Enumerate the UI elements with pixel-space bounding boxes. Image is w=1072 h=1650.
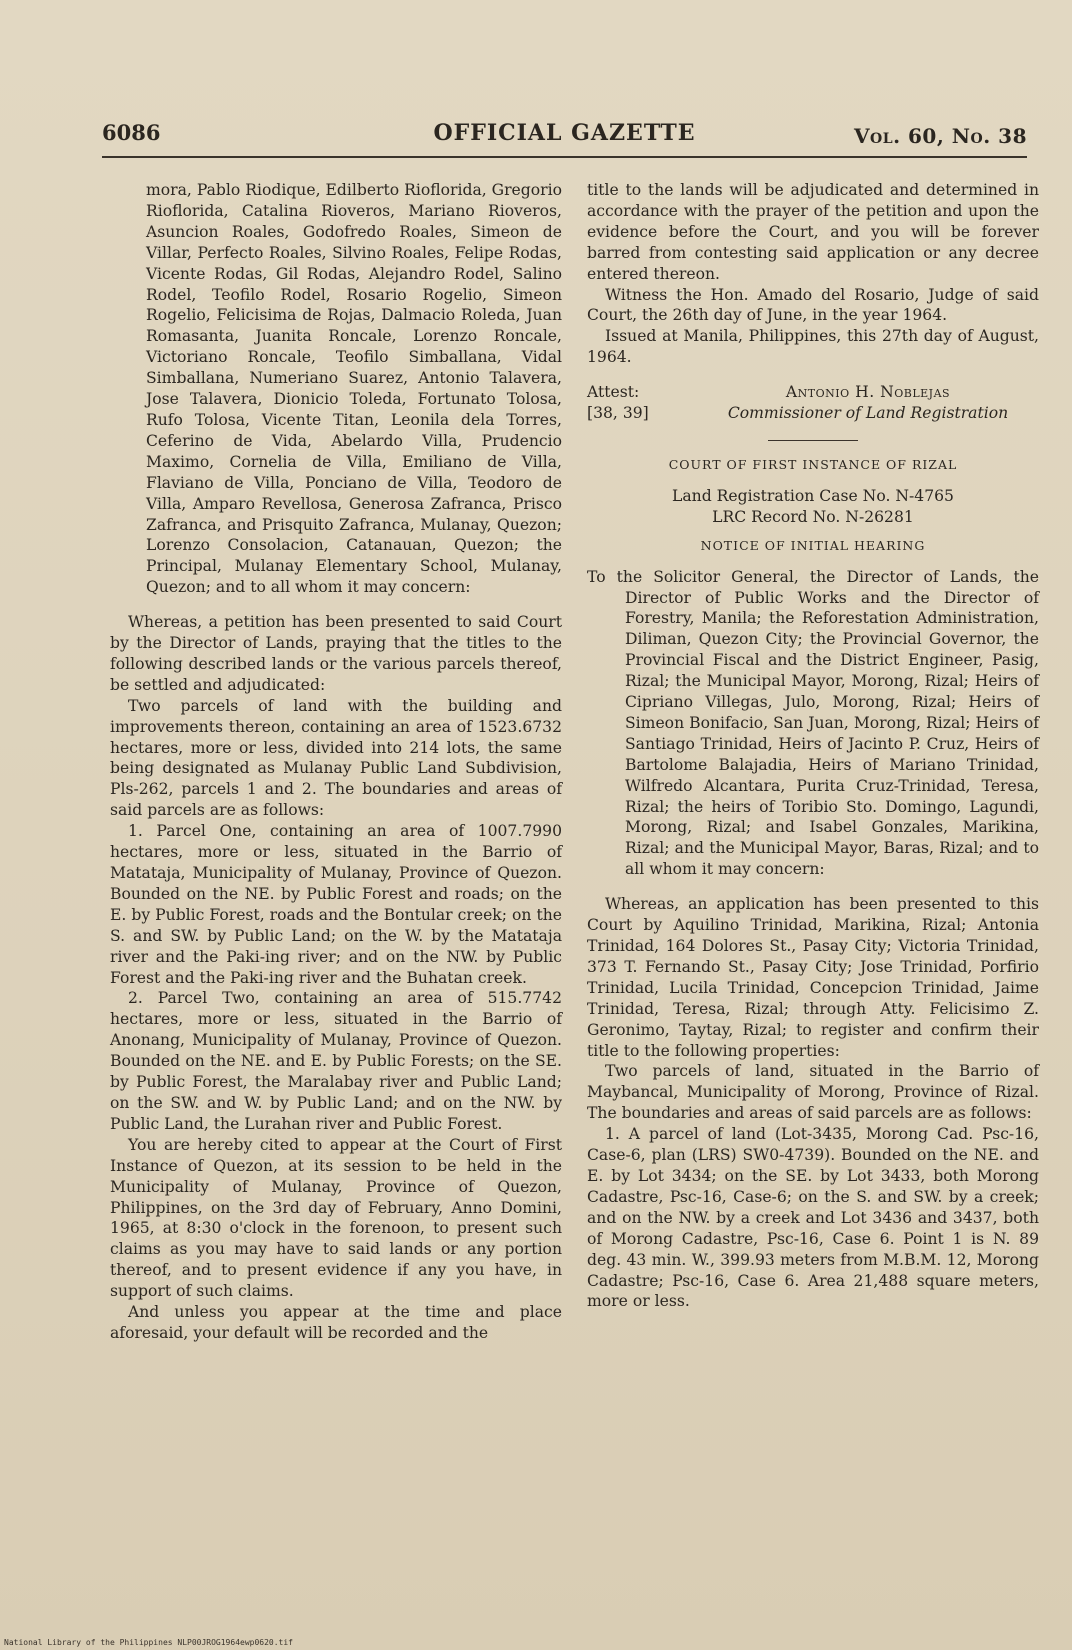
page-title: OFFICIAL GAZETTE	[433, 120, 696, 146]
page-number: 6086	[102, 120, 161, 145]
right-column	[587, 180, 1039, 1312]
page-header	[102, 118, 1027, 152]
notice-addressees-continued: mora, Pablo Riodique, Edilberto Rioflorida, Gregorio Rioflorida, Catalina Rioveros, Mariano Rioveros, Asuncion Roales, Godofredo Roales, Simeon de Villar, Perfecto Roales, Silvino Roales, Felipe Rodas, Vicente Rodas, Gil Rodas, Alejandro Rodel, Salino Rodel, Teofilo Rodel, Rosario Rogelio, Simeon Rogelio, Felicisima de Rojas, Dalmacio Roleda, Juan Romasanta, Juanita Roncale, Lorenzo Roncale, Victoriano Roncale, Teofilo Simballana, Vidal Simballana, Numeriano Suarez, Antonio Talavera, Jose Talavera, Dionicio Toleda, Fortunato Tolosa, Rufo Tolosa, Vicente Titan, Leonila dela Torres, Ceferino de Vida, Abelardo Villa, Prudencio Maximo, Cornelia de Villa, Emiliano de Villa, Flaviano de Villa, Ponciano de Villa, Teodoro de Villa, Amparo Revellosa, Generosa Zafranca, Prisco Zafranca, and Prisquito Zafranca, Mulanay, Quezon; Lorenzo Consolacion, Catanauan, Quezon; the Principal, Mulanay Elementary School, Mulanay, Quezon; and to all whom it may concern:	[146, 181, 562, 597]
case-number: Land Registration Case No. N-4765	[672, 486, 954, 505]
paragraph-witness: Witness the Hon. Amado del Rosario, Judge of said Court, the 26th day of June, in the year 1964.	[587, 285, 1039, 325]
paragraph-unless: And unless you appear at the time and place aforesaid, your default will be recorded and the	[110, 1303, 562, 1342]
court-heading: COURT OF FIRST INSTANCE OF RIZAL	[668, 456, 958, 472]
section-divider	[768, 440, 858, 441]
paragraph-lot-3435: 1. A parcel of land (Lot-3435, Morong Cad. Psc-16, Case-6, plan (LRS) SW0-4739). Bounded on the NE. and E. by Lot 3434; on the SE. by Lot 3433, both Morong Cadastre, Psc-16, Case-6; on the S. and SW. by a creek; and on the NW. by a creek and Lot 3436 and 3437, both of Morong Cadastre, Psc-16, Case 6. Point 1 is N. 89 deg. 43 min. W., 399.93 meters from M.B.M. 12, Morong Cadastre; Psc-16, Case 6. Area 21,488 square meters, more or less.	[587, 1125, 1039, 1311]
scan-footer: National Library of the Philippines NLP00JROG1964ewp0620.tif	[4, 1638, 293, 1647]
paragraph-whereas: Whereas, a petition has been presented to said Court by the Director of Lands, praying that the titles to the following described lands or the various parcels thereof, be settled and adjudicated:	[110, 613, 562, 694]
attest-signatory-title: Commissioner of Land Registration	[727, 404, 1009, 423]
paragraph-continued: title to the lands will be adjudicated and determined in accordance with the prayer of the petition and upon the evidence before the Court, and you will be forever barred from contesting said application or any decree entered thereon.	[587, 181, 1039, 283]
paragraph-two-parcels-rizal: Two parcels of land, situated in the Barrio of Maybancal, Municipality of Morong, Province of Rizal. The boundaries and areas of said parcels are as follows:	[587, 1062, 1039, 1123]
volume-label: Vol. 60, No. 38	[854, 124, 1027, 148]
paragraph-application: Whereas, an application has been presented to this Court by Aquilino Trinidad, Marikina, Rizal; Antonia Trinidad, 164 Dolores St., Pasay City; Victoria Trinidad, 373 T. Fernando St., Pasay City; Jose Trinidad, Porfirio Trinidad, Lucila Trinidad, Concepcion Trinidad, Jaime Trinidad, Teresa, Rizal; through Atty. Felicisimo Z. Geronimo, Taytay, Rizal; to register and confirm their title to the following properties:	[587, 895, 1039, 1060]
left-column	[110, 180, 562, 1344]
header-rule	[102, 156, 1027, 158]
paragraph-parcel-two: 2. Parcel Two, containing an area of 515.7742 hectares, more or less, situated in the Barrio of Anonang, Municipality of Mulanay, Province of Quezon. Bounded on the NE. and E. by Public Forests; on the SE. by Public Forest, the Maralabay river and Public Land; on the SW. and W. by Public Land; and on the NW. by Public Land, the Lurahan river and Public Forest.	[110, 989, 562, 1133]
notice-heading: NOTICE OF INITIAL HEARING	[700, 537, 926, 553]
paragraph-cited: You are hereby cited to appear at the Court of First Instance of Quezon, at its session to be held in the Municipality of Mulanay, Province of Quezon, Philippines, on the 3rd day of February, Anno Domini, 1965, at 8:30 o'clock in the forenoon, to present such claims as you may have to said lands or any portion thereof, and to present evidence if any you have, in support of such claims.	[110, 1135, 562, 1301]
attest-reference: [38, 39]	[587, 404, 649, 423]
attest-signatory-name: Antonio H. Noblejas	[785, 383, 951, 402]
paragraph-parcel-one: 1. Parcel One, containing an area of 1007.7990 hectares, more or less, situated in the Barrio of Matataja, Municipality of Mulanay, Province of Quezon. Bounded on the NE. by Public Forest and roads; on the E. by Public Forest, roads and the Bontular creek; on the S. and SW. by Public Land; on the W. by the Matataja river and the Paki-ing river; and on the NW. by Public Forest and the Paki-ing river and the Buhatan creek.	[110, 822, 562, 987]
attest-block	[587, 382, 1039, 424]
paragraph-two-parcels: Two parcels of land with the building and improvements thereon, containing an area of 1523.6732 hectares, more or less, divided into 214 lots, the same being designated as Mulanay Public Land Subdivision, Pls-262, parcels 1 and 2. The boundaries and areas of said parcels are as follows:	[110, 696, 562, 820]
attest-label: Attest:	[587, 383, 640, 402]
paragraph-issued: Issued at Manila, Philippines, this 27th day of August, 1964.	[587, 327, 1039, 367]
notice-addressees: To the Solicitor General, the Director of Lands, the Director of Public Works and the Director of Forestry, Manila; the Reforestation Administration, Diliman, Quezon City; the Provincial Governor, the Provincial Fiscal and the District Engineer, Pasig, Rizal; the Municipal Mayor, Morong, Rizal; Heirs of Cipriano Villegas, Julo, Morong, Rizal; Heirs of Simeon Bonifacio, San Juan, Morong, Rizal; Heirs of Santiago Trinidad, Heirs of Jacinto P. Cruz, Heirs of Bartolome Balajadia, Heirs of Mariano Trinidad, Wilfredo Alcantara, Purita Cruz-Trinidad, Teresa, Rizal; the heirs of Toribio Sto. Domingo, Lagundi, Morong, Rizal; and Isabel Gonzales, Marikina, Rizal; and the Municipal Mayor, Baras, Rizal; and to all whom it may concern:	[587, 567, 1039, 879]
record-number: LRC Record No. N-26281	[712, 507, 914, 526]
